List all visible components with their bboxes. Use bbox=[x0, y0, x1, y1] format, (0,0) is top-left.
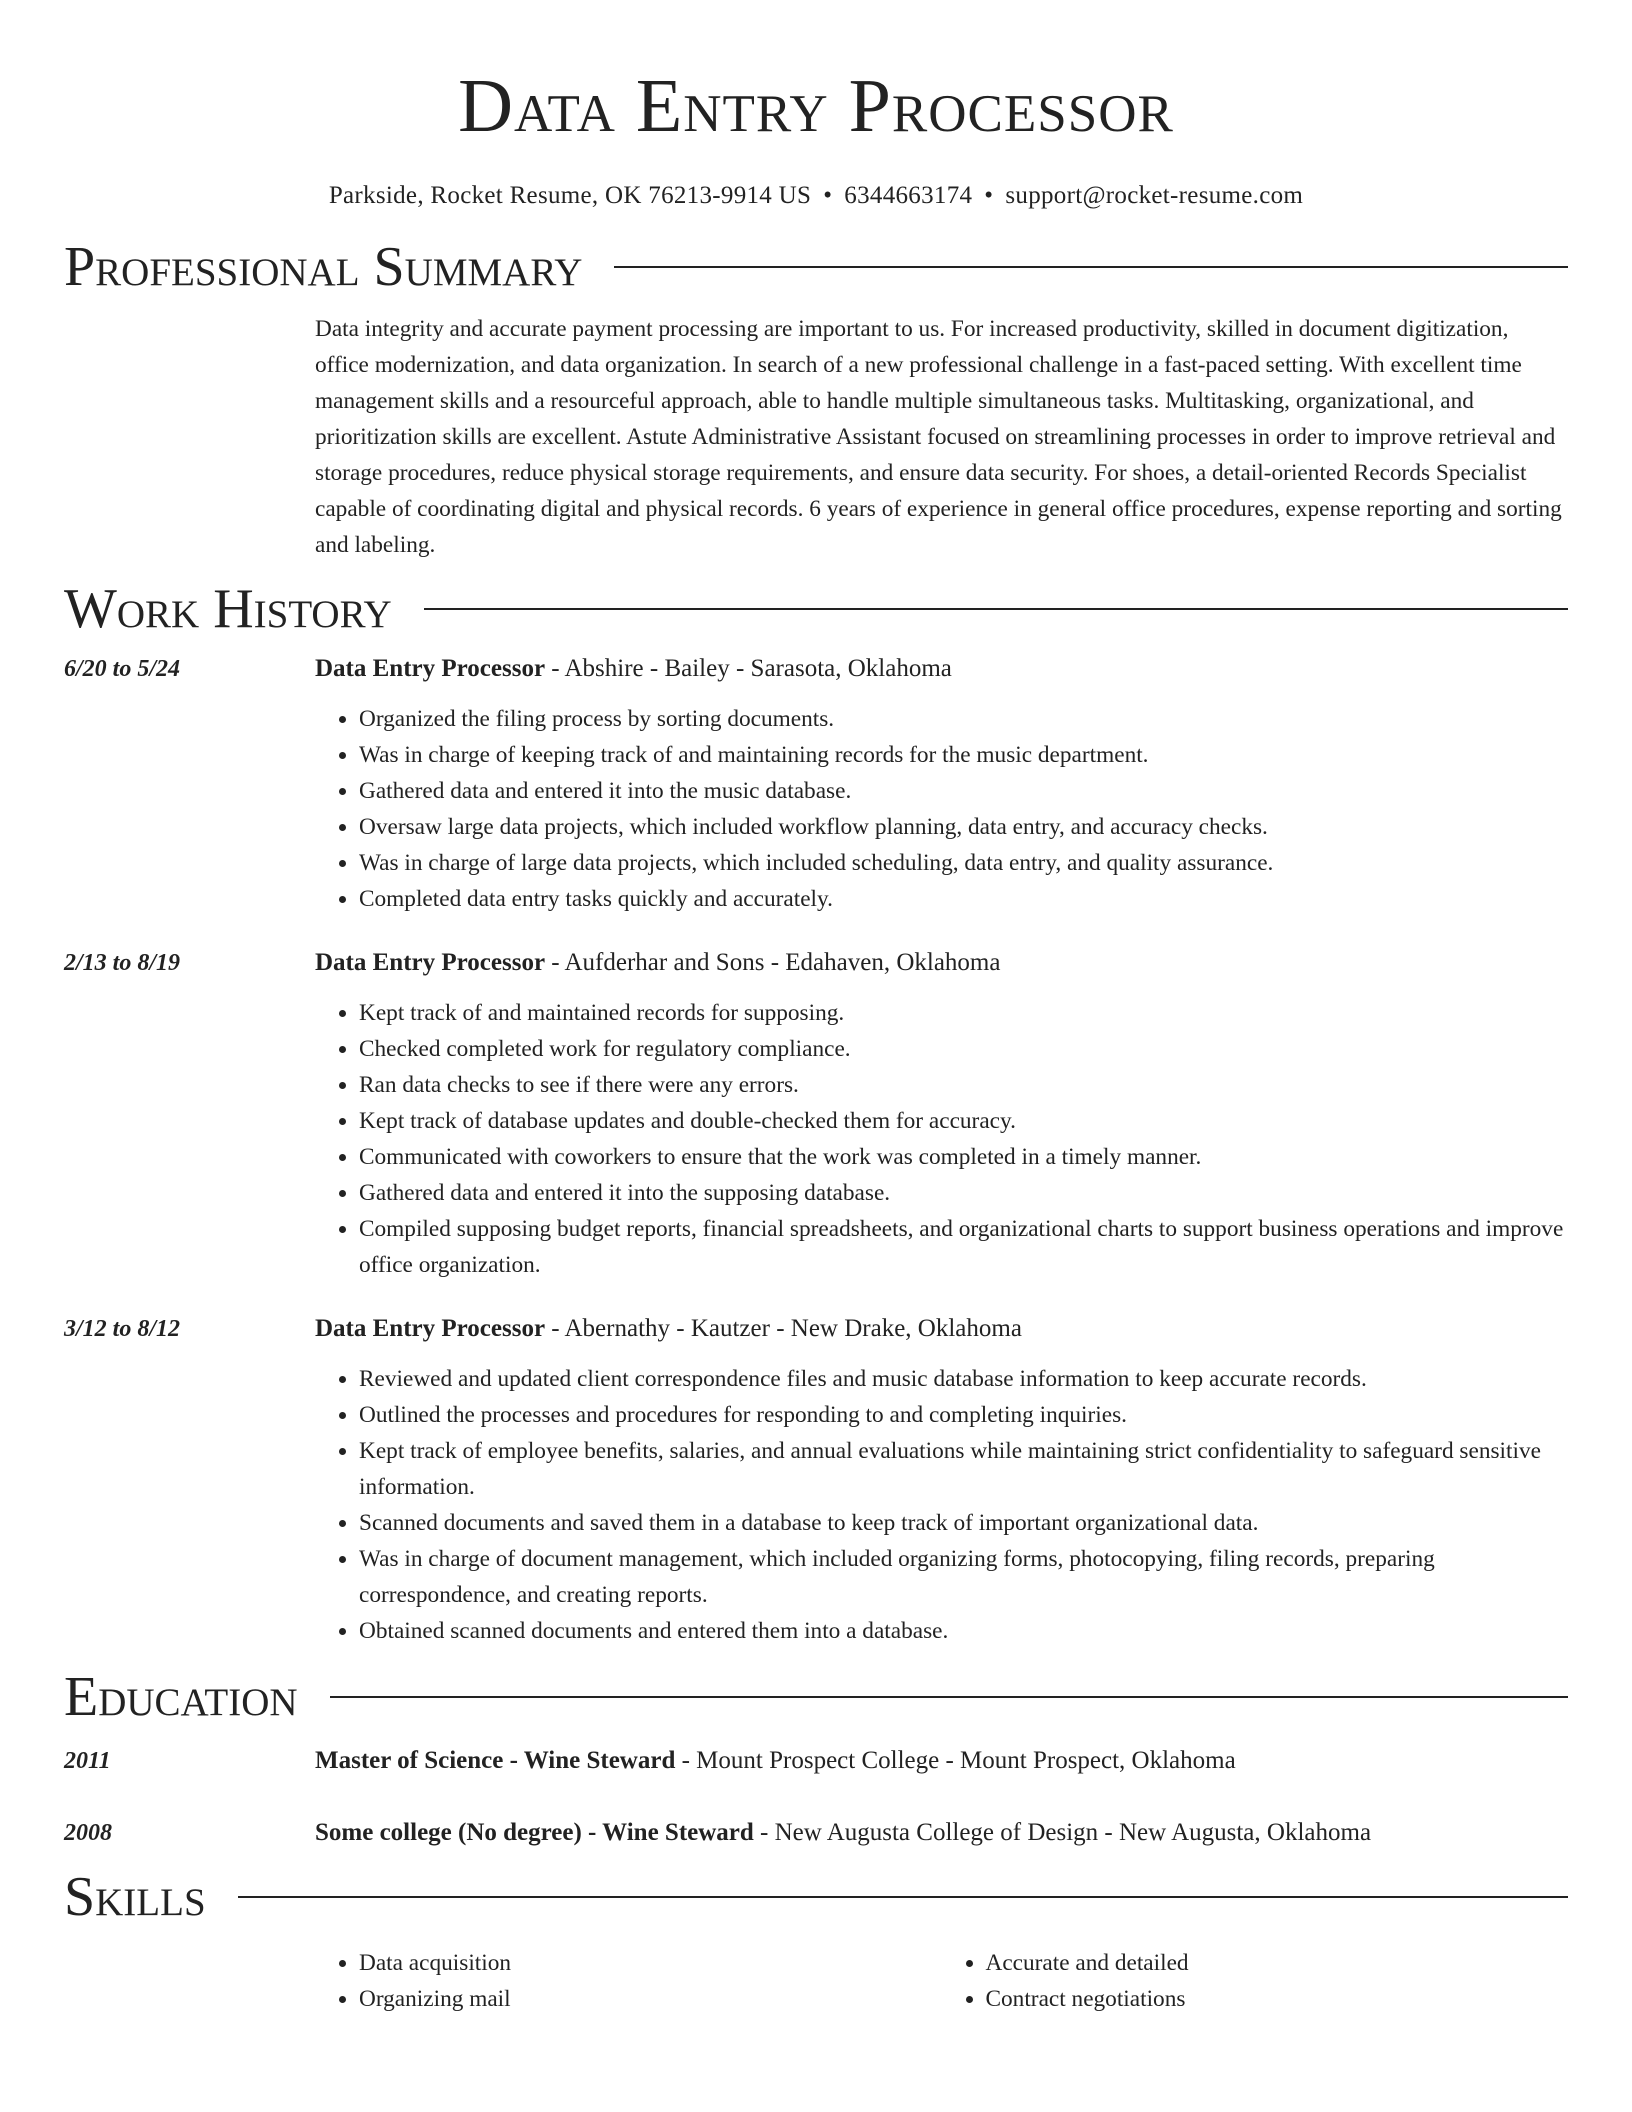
section-divider bbox=[238, 1896, 1568, 1898]
education-heading bbox=[315, 1743, 1236, 1779]
skill-item: • Organizing mail bbox=[359, 1981, 942, 2017]
list-item: • Ran data checks to see if there were any errors. bbox=[359, 1067, 1568, 1103]
job-heading bbox=[315, 1311, 1568, 1347]
job-title: Data Entry Processor bbox=[315, 1315, 546, 1342]
skill-item: • Data acquisition bbox=[359, 1945, 942, 1981]
job-bullets bbox=[315, 1361, 1568, 1649]
list-item: • Checked completed work for regulatory compliance. bbox=[359, 1031, 1568, 1067]
job-company: - Abshire - Bailey - Sarasota, Oklahoma bbox=[545, 655, 952, 682]
list-item: • Oversaw large data projects, which included workflow planning, data entry, and accuracy checks. bbox=[359, 809, 1273, 845]
list-item: • Was in charge of keeping track of and maintaining records for the music department. bbox=[359, 737, 1273, 773]
education-heading bbox=[315, 1815, 1371, 1851]
list-item: • Gathered data and entered it into the supposing database. bbox=[359, 1175, 1568, 1211]
work-section-header bbox=[64, 575, 1568, 643]
skill-item: • Contract negotiations bbox=[986, 1981, 1569, 2017]
contact-separator: • bbox=[823, 182, 833, 209]
skills-column-left bbox=[315, 1945, 942, 2017]
work-history-list bbox=[64, 651, 1568, 1649]
job-bullets bbox=[315, 701, 1273, 917]
job-dates: 3/12 to 8/12 bbox=[64, 1316, 181, 1342]
job-entry bbox=[64, 651, 1568, 917]
education-entry bbox=[64, 1815, 1568, 1851]
resume-page bbox=[64, 0, 1568, 2017]
skills-section-title: Skills bbox=[64, 1866, 206, 1928]
summary-text: Data integrity and accurate payment processing are important to us. For increased productivity, skilled in document digitization, office modernization, and data organization. In search of a new professional challenge in a fast-paced setting. With excellent time management skills and a resourceful approach, able to handle multiple simultaneous tasks. Multitasking, organizational, and prioritization skills are excellent. Astute Administrative Assistant focused on streamlining processes in order to improve retrieval and storage procedures, reduce physical storage requirements, and ensure data security. For shoes, a detail-oriented Records Specialist capable of coordinating digital and physical records. 6 years of experience in general office procedures, expense reporting and sorting and labeling. bbox=[315, 316, 1562, 558]
contact-separator: • bbox=[984, 182, 994, 209]
skills-section-header bbox=[64, 1863, 1568, 1931]
list-item: • Kept track of database updates and double-checked them for accuracy. bbox=[359, 1103, 1568, 1139]
list-item: • Gathered data and entered it into the music database. bbox=[359, 773, 1273, 809]
list-item: • Outlined the processes and procedures for responding to and completing inquiries. bbox=[359, 1397, 1568, 1433]
job-company: - Aufderhar and Sons - Edahaven, Oklahoma bbox=[545, 949, 1001, 976]
job-entry bbox=[64, 1311, 1568, 1649]
education-entry bbox=[64, 1743, 1568, 1779]
contact-address: Parkside, Rocket Resume, OK 76213-9914 US bbox=[328, 182, 812, 209]
education-year: 2011 bbox=[64, 1748, 111, 1774]
list-item: • Obtained scanned documents and entered them into a database. bbox=[359, 1613, 1568, 1649]
contact-email: support@rocket-resume.com bbox=[1005, 182, 1304, 209]
job-dates: 2/13 to 8/19 bbox=[64, 950, 181, 976]
list-item: • Kept track of employee benefits, salaries, and annual evaluations while maintaining strict confidentiality to safeguard sensitive information. bbox=[359, 1433, 1568, 1505]
skills-list bbox=[315, 1945, 1568, 2017]
education-list bbox=[64, 1743, 1568, 1851]
education-section-header bbox=[64, 1663, 1568, 1731]
list-item: • Compiled supposing budget reports, financial spreadsheets, and organizational charts to support business operations and improve office organization. bbox=[359, 1211, 1568, 1283]
job-heading bbox=[315, 945, 1568, 981]
job-bullets bbox=[315, 995, 1568, 1283]
job-content bbox=[315, 945, 1568, 1283]
section-divider bbox=[614, 266, 1568, 268]
list-item: • Organized the filing process by sorting documents. bbox=[359, 701, 1273, 737]
job-company: - Abernathy - Kautzer - New Drake, Oklahoma bbox=[545, 1315, 1022, 1342]
list-item: • Was in charge of document management, which included organizing forms, photocopying, filing records, preparing correspondence, and creating reports. bbox=[359, 1541, 1568, 1613]
job-title: Data Entry Processor bbox=[315, 949, 546, 976]
job-heading bbox=[315, 651, 1273, 687]
job-title: Data Entry Processor bbox=[315, 655, 546, 682]
education-section-title: Education bbox=[64, 1666, 298, 1728]
list-item: • Communicated with coworkers to ensure that the work was completed in a timely manner. bbox=[359, 1139, 1568, 1175]
summary-section-title: Professional Summary bbox=[64, 236, 583, 298]
summary-section-header bbox=[64, 233, 1568, 301]
job-dates: 6/20 to 5/24 bbox=[64, 656, 181, 682]
education-school: - Mount Prospect College - Mount Prospect, Oklahoma bbox=[675, 1747, 1236, 1774]
list-item: • Scanned documents and saved them in a database to keep track of important organizational data. bbox=[359, 1505, 1568, 1541]
list-item: • Reviewed and updated client correspondence files and music database information to keep accurate records. bbox=[359, 1361, 1568, 1397]
skill-item: • Accurate and detailed bbox=[986, 1945, 1569, 1981]
education-school: - New Augusta College of Design - New Augusta, Oklahoma bbox=[753, 1819, 1372, 1846]
education-degree: Some college (No degree) - Wine Steward bbox=[315, 1819, 754, 1846]
job-content bbox=[315, 1311, 1568, 1649]
list-item: • Completed data entry tasks quickly and accurately. bbox=[359, 881, 1273, 917]
skills-column-right bbox=[942, 1945, 1569, 2017]
education-year: 2008 bbox=[64, 1820, 112, 1846]
job-content bbox=[315, 651, 1273, 917]
section-divider bbox=[330, 1696, 1568, 1698]
list-item: • Was in charge of large data projects, which included scheduling, data entry, and quality assurance. bbox=[359, 845, 1273, 881]
resume-name: Data Entry Processor bbox=[458, 64, 1174, 148]
contact-line bbox=[64, 180, 1568, 212]
contact-phone: 6344663174 bbox=[844, 182, 973, 209]
work-section-title: Work History bbox=[64, 578, 392, 640]
job-entry bbox=[64, 945, 1568, 1283]
education-degree: Master of Science - Wine Steward bbox=[315, 1747, 676, 1774]
section-divider bbox=[424, 608, 1568, 610]
list-item: • Kept track of and maintained records for supposing. bbox=[359, 995, 1568, 1031]
